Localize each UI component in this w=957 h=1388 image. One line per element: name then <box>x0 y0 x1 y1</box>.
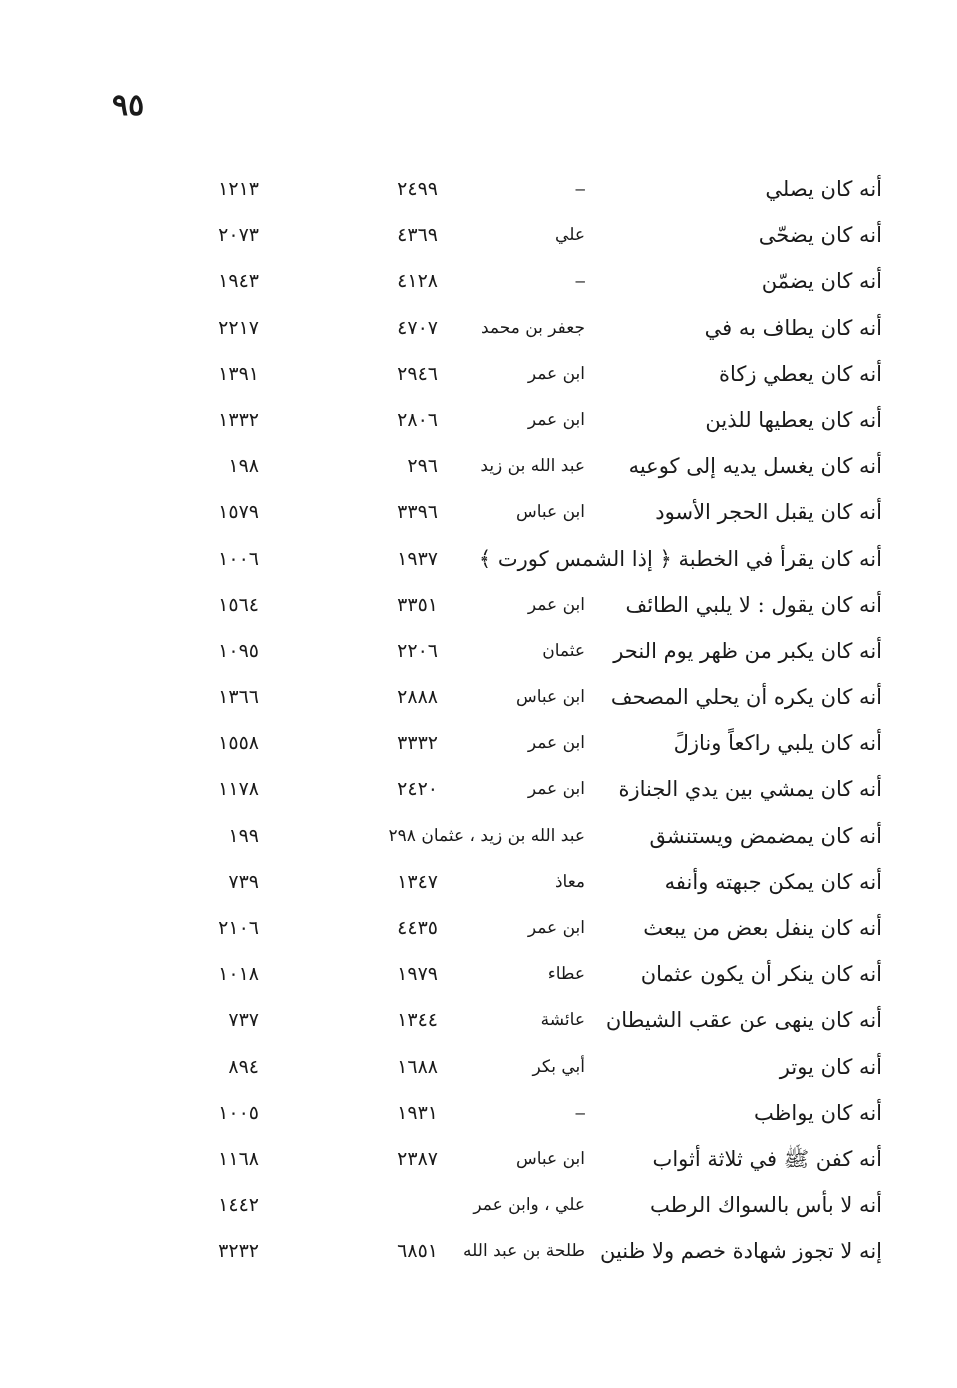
page-reference: ١٤٤٢ <box>218 1194 259 1217</box>
page-reference: ٢٠٧٣ <box>218 224 259 247</box>
hadith-number: ٣٣٣٢ <box>397 732 438 755</box>
hadith-text: أنه كان يعطيها للذين <box>705 407 882 432</box>
hadith-text: أنه كان يغسل يديه إلى كوعيه <box>628 454 882 479</box>
narrator: ابن عمر <box>527 779 585 800</box>
index-row <box>0 859 957 905</box>
hadith-number: ٢٣٨٧ <box>397 1147 438 1170</box>
hadith-text: أنه كان يضمّن <box>761 269 882 294</box>
hadith-number: ٦٨٥١ <box>397 1240 438 1263</box>
narrator: ابن عمر <box>527 409 585 430</box>
index-row <box>0 766 957 812</box>
narrator: معاذ <box>554 871 585 892</box>
page-reference: ١٩٨ <box>228 455 259 478</box>
hadith-number: ٢٩٦ <box>407 455 438 478</box>
page-reference: ١٩٤٣ <box>218 270 259 293</box>
hadith-text: أنه كان يوتر <box>779 1054 882 1079</box>
hadith-number: ٢٨٠٦ <box>397 408 438 431</box>
narrator: ابن عمر <box>527 918 585 938</box>
index-row <box>0 720 957 766</box>
narrator: – <box>575 1102 585 1122</box>
index-row <box>0 951 957 997</box>
page-reference: ٢١٠٦ <box>218 917 259 939</box>
narrator: – <box>575 271 585 291</box>
narrator: جعفر بن محمد <box>480 317 585 338</box>
hadith-text: أنه كان ينفل بعض من يبعث <box>643 916 882 940</box>
hadith-text: أنه كان يقرأ في الخطبة ﴿ إذا الشمس كورت ﴾ <box>478 546 882 571</box>
page-reference: ١٥٥٨ <box>218 732 259 755</box>
index-row <box>0 674 957 720</box>
index-row <box>0 582 957 628</box>
narrator: ابن عباس <box>515 1148 585 1169</box>
narrator: أبي بكر <box>532 1056 585 1077</box>
hadith-text: أنه كان يقبل الحجر الأسود <box>655 500 882 525</box>
hadith-text: أنه كان يواظب <box>754 1100 882 1125</box>
narrator: ابن عباس <box>515 687 585 708</box>
hadith-text: أنه كان يصلي <box>765 177 882 201</box>
hadith-text: أنه كان يلبي راكعاً ونازلً <box>673 731 882 756</box>
narrator: علي ، وابن عمر <box>473 1195 585 1216</box>
index-row <box>0 397 957 443</box>
index-row <box>0 1228 957 1274</box>
hadith-number: ٢٤٩٩ <box>397 178 438 200</box>
index-row <box>0 1090 957 1136</box>
index-row <box>0 489 957 535</box>
hadith-number: ٤٧٠٧ <box>397 316 438 339</box>
hadith-text: أنه كان يضحّى <box>758 223 882 248</box>
narrator: عبد الله بن زيد <box>480 456 585 477</box>
hadith-number: ١٩٣١ <box>397 1101 438 1124</box>
narrator: عبد الله بن زيد ، عثمان ٢٩٨ <box>388 825 585 846</box>
hadith-text: أنه كفن ﷺ في ثلاثة أثواب <box>652 1146 882 1171</box>
page-reference: ١٩٩ <box>228 824 259 847</box>
page-reference: ١٠٠٥ <box>218 1101 259 1124</box>
narrator: ابن عمر <box>527 733 585 754</box>
index-row <box>0 536 957 582</box>
index-row <box>0 1136 957 1182</box>
index-row <box>0 997 957 1043</box>
index-row <box>0 905 957 951</box>
page-reference: ٣٢٣٢ <box>218 1240 259 1263</box>
hadith-text: أنه كان يعطي زكاة <box>718 361 882 386</box>
hadith-number: ٢٨٨٨ <box>397 686 438 709</box>
page-reference: ٨٩٤ <box>228 1055 259 1078</box>
hadith-text: أنه كان ينهى عن عقب الشيطان <box>605 1008 882 1033</box>
hadith-text: أنه كان ينكر أن يكون عثمان <box>640 962 882 987</box>
hadith-text: أنه كان يكره أن يحلي المصحف <box>610 685 882 710</box>
narrator: طلحة بن عبد الله <box>463 1241 585 1262</box>
page-reference: ١٣٦٦ <box>218 686 259 709</box>
hadith-number: ١٣٤٧ <box>397 870 438 893</box>
index-row <box>0 166 957 212</box>
page-reference: ١٢١٣ <box>218 178 259 200</box>
narrator: – <box>575 179 585 198</box>
index-row <box>0 1044 957 1090</box>
hadith-text: أنه كان يمشي بين يدي الجنازة <box>618 777 882 802</box>
page-reference: ١٣٩١ <box>218 362 259 385</box>
page-reference: ٧٣٧ <box>228 1009 259 1032</box>
hadith-number: ١٩٣٧ <box>397 547 438 570</box>
hadith-text: أنه كان يمكن جبهته وأنفه <box>664 869 882 894</box>
hadith-number: ٣٣٥١ <box>397 593 438 616</box>
index-row <box>0 628 957 674</box>
page-number: ٩٥ <box>112 88 145 123</box>
index-row <box>0 305 957 351</box>
page-reference: ١٥٦٤ <box>218 593 259 616</box>
index-row <box>0 212 957 258</box>
hadith-number: ١٩٧٩ <box>397 963 438 986</box>
page-reference: ١٠٠٦ <box>218 547 259 570</box>
hadith-number: ٤٤٣٥ <box>397 917 438 939</box>
narrator: ابن عباس <box>515 502 585 523</box>
hadith-number: ٢٩٤٦ <box>397 362 438 385</box>
narrator: ابن عمر <box>527 594 585 615</box>
hadith-index-table <box>0 166 957 1275</box>
hadith-text: أنه كان يقول : لا يلبي الطائف <box>625 592 882 617</box>
hadith-number: ٤٣٦٩ <box>397 224 438 247</box>
narrator: علي <box>555 225 585 246</box>
hadith-text: إنه لا تجوز شهادة خصم ولا ظنين <box>599 1239 882 1264</box>
page-reference: ١٣٣٢ <box>218 408 259 431</box>
index-row <box>0 351 957 397</box>
index-row <box>0 813 957 859</box>
narrator: عطاء <box>547 964 585 985</box>
hadith-number: ١٦٨٨ <box>397 1055 438 1078</box>
page-reference: ١٠٩٥ <box>218 639 259 662</box>
hadith-text: أنه كان يطاف به في <box>704 315 882 340</box>
index-row <box>0 443 957 489</box>
narrator: عائشة <box>540 1010 585 1031</box>
hadith-number: ٢٤٢٠ <box>397 778 438 801</box>
hadith-text: أنه كان يمضمض ويستنشق <box>649 823 882 848</box>
page-reference: ٧٣٩ <box>228 870 259 893</box>
page-reference: ١١٦٨ <box>218 1147 259 1170</box>
index-row <box>0 258 957 304</box>
hadith-number: ٢٢٠٦ <box>397 639 438 662</box>
hadith-number: ٣٣٩٦ <box>397 501 438 524</box>
hadith-number: ٤١٢٨ <box>397 270 438 293</box>
page-reference: ١٥٧٩ <box>218 501 259 524</box>
index-row <box>0 1182 957 1228</box>
narrator: عثمان <box>542 640 585 661</box>
page-reference: ١٠١٨ <box>218 963 259 986</box>
narrator: ابن عمر <box>527 363 585 384</box>
page-reference: ١١٧٨ <box>218 778 259 801</box>
hadith-number: ١٣٤٤ <box>397 1009 438 1032</box>
hadith-text: أنه لا بأس بالسواك الرطب <box>649 1193 882 1218</box>
hadith-text: أنه كان يكبر من ظهر يوم النحر <box>613 638 882 663</box>
page-reference: ٢٢١٧ <box>218 316 259 339</box>
